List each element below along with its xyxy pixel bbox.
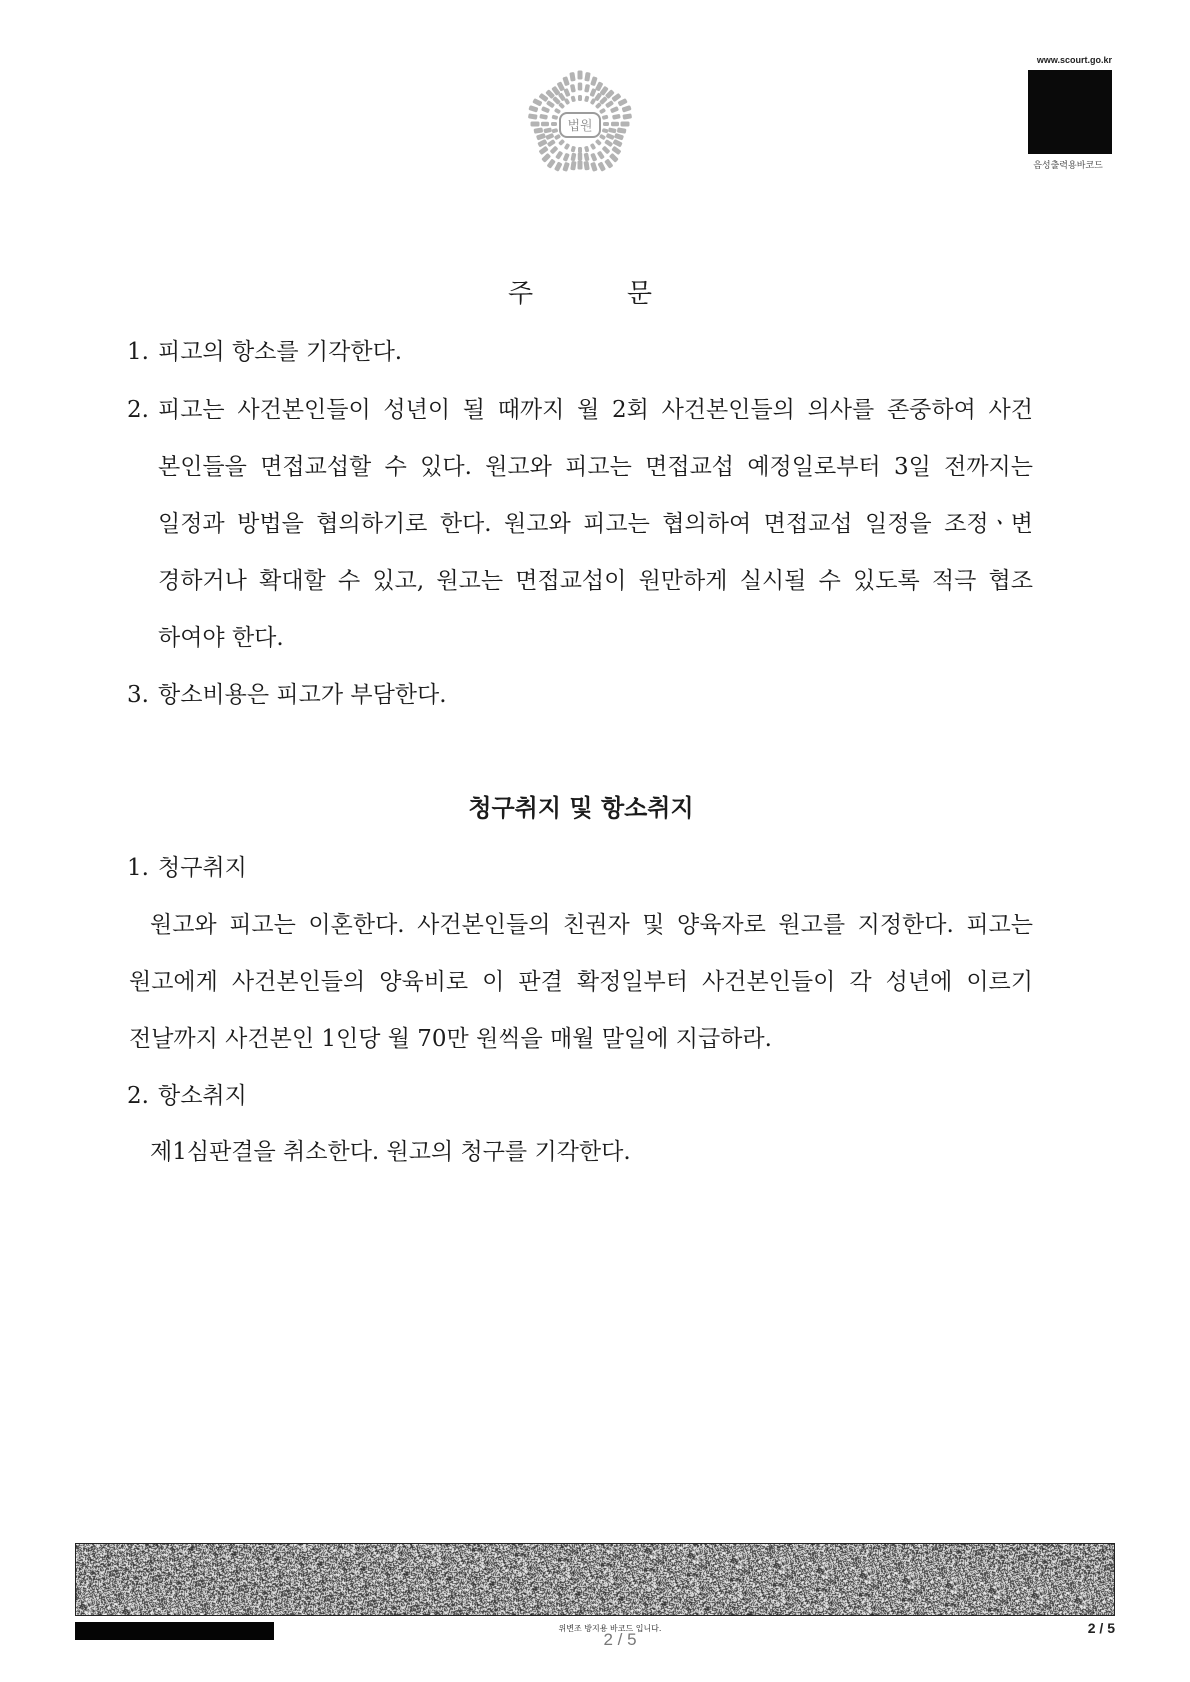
seal-petal — [551, 122, 557, 126]
seal-petal — [528, 113, 538, 119]
seal-petal — [578, 147, 582, 153]
seal-petal — [604, 139, 613, 147]
seal-petal — [604, 159, 613, 169]
seal-petal — [563, 153, 570, 162]
seal-petal — [614, 133, 624, 141]
seal-petal — [597, 151, 605, 160]
seal-petal — [608, 127, 617, 133]
seal-petal — [555, 151, 563, 160]
seal-petal — [578, 95, 582, 101]
voice-output-barcode-label: 음성출력용바코드 — [1033, 161, 1103, 171]
seal-petal — [534, 127, 544, 133]
seal-petal — [609, 153, 619, 163]
seal-petal — [603, 122, 609, 126]
court-seal — [526, 70, 634, 178]
seal-petal — [590, 143, 596, 150]
seal-petal — [551, 128, 558, 133]
seal-petal — [536, 133, 546, 141]
seal-petal — [578, 83, 583, 91]
anti-forgery-barcode — [75, 1543, 1115, 1616]
seal-petal — [578, 161, 583, 170]
seal-petal — [541, 106, 550, 113]
section-text: 제1심판결을 취소한다. 원고의 청구를 기각한다. — [150, 1139, 631, 1165]
seal-petal — [551, 115, 558, 120]
seal-petal — [528, 105, 538, 113]
seal-petal — [589, 88, 596, 97]
section-text: 원고에게 사건본인들의 양육비로 이 판결 확정일부터 사건본인들이 각 성년에 이르기 — [129, 969, 1033, 995]
seal-petal — [562, 162, 570, 172]
seal-petal — [547, 139, 556, 147]
section-text: 전날까지 사건본인 1인당 월 70만 원씩을 매월 말일에 지급하라. — [129, 1026, 772, 1052]
seal-petal — [578, 71, 583, 80]
section-heading: 청구취지 — [158, 855, 247, 881]
seal-petal — [612, 114, 621, 120]
item-text: 피고의 항소를 기각한다. — [158, 339, 403, 365]
seal-petal — [612, 139, 622, 148]
seal-petal — [531, 122, 540, 127]
seal-petal — [569, 72, 575, 82]
seal-petal — [578, 153, 583, 161]
item-number: 3. — [127, 682, 149, 708]
seal-petal — [584, 153, 590, 162]
item-text: 피고는 사건본인들이 성년이 될 때까지 월 2회 사건본인들의 의사를 존중하여 사건 — [158, 397, 1033, 423]
seal-petal — [602, 128, 609, 133]
barcode-notice: 위변조 방지용 바코드 입니다. — [558, 1624, 662, 1633]
seal-petal — [571, 95, 576, 102]
seal-petal — [570, 161, 576, 171]
seal-petal — [584, 95, 589, 102]
seal-petal — [562, 76, 570, 86]
section-number: 1. — [127, 855, 149, 881]
seal-petal — [583, 161, 589, 171]
item-text: 항소비용은 피고가 부담한다. — [158, 682, 447, 708]
section-heading: 항소취지 — [158, 1083, 247, 1109]
seal-petal — [617, 127, 627, 133]
seal-petal — [606, 133, 615, 140]
seal-petal — [599, 108, 606, 114]
seal-petal — [599, 134, 606, 140]
seal-petal — [554, 134, 561, 140]
seal-petal — [584, 72, 590, 82]
seal-petal — [550, 146, 559, 155]
item-text: 본인들을 면접교섭할 수 있다. 원고와 피고는 면접교섭 예정일로부터 3일 전까지는 — [158, 454, 1033, 480]
item-text: 하여야 한다. — [158, 625, 284, 651]
seal-petal — [610, 106, 619, 113]
seal-petal — [543, 127, 552, 133]
seal-petal — [611, 122, 619, 127]
seal-petal — [590, 76, 598, 86]
seal-petal — [590, 153, 597, 162]
seal-petal — [570, 153, 576, 162]
claims-heading: 청구취지 및 항소취지 — [468, 794, 694, 822]
seal-petal — [564, 143, 570, 150]
seal-petal — [584, 84, 590, 93]
seal-petal — [537, 139, 547, 148]
seal-petal — [545, 133, 554, 140]
item-text: 일정과 방법을 협의하기로 한다. 원고와 피고는 협의하여 면접교섭 일정을 조정ㆍ변 — [158, 511, 1033, 537]
seal-petal — [590, 162, 598, 172]
seal-text: 법원 — [567, 119, 593, 134]
seal-petal — [539, 114, 548, 120]
seal-petal — [570, 84, 576, 93]
item-number: 1. — [127, 339, 149, 365]
item-text: 경하거나 확대할 수 있고, 원고는 면접교섭이 원만하게 실시될 수 있도록 적극 협조 — [158, 568, 1033, 594]
page-number-right: 2 / 5 — [1087, 1620, 1115, 1636]
seal-petal — [541, 153, 551, 163]
voice-output-barcode — [1028, 70, 1112, 154]
seal-petal — [605, 100, 614, 108]
item-number: 2. — [127, 397, 149, 423]
page-number-center: 2 / 5 — [603, 1630, 637, 1649]
seal-petal — [622, 113, 632, 119]
seal-petal — [532, 98, 542, 107]
judgment-title: 주 문 — [508, 279, 652, 309]
seal-petal — [541, 122, 549, 127]
seal-petal — [571, 146, 576, 153]
seal-petal — [547, 159, 556, 169]
seal-petal — [554, 108, 561, 114]
section-number: 2. — [127, 1083, 149, 1109]
seal-petal — [622, 105, 632, 113]
site-url: www.scourt.go.kr — [1036, 55, 1112, 65]
seal-petal — [602, 146, 611, 155]
seal-petal — [617, 98, 627, 107]
seal-petal — [546, 100, 555, 108]
redaction-bar — [75, 1622, 274, 1640]
seal-petal — [602, 115, 609, 120]
seal-petal — [563, 88, 570, 97]
seal-petal — [621, 122, 630, 127]
seal-petal — [554, 161, 563, 171]
section-text: 원고와 피고는 이혼한다. 사건본인들의 친권자 및 양육자로 원고를 지정한다. 피고는 — [150, 912, 1033, 938]
seal-petal — [558, 139, 565, 146]
anti-forgery-barcode-pattern — [76, 1544, 1114, 1615]
seal-petal — [584, 146, 589, 153]
seal-petal — [597, 161, 606, 171]
seal-petal — [595, 139, 602, 146]
